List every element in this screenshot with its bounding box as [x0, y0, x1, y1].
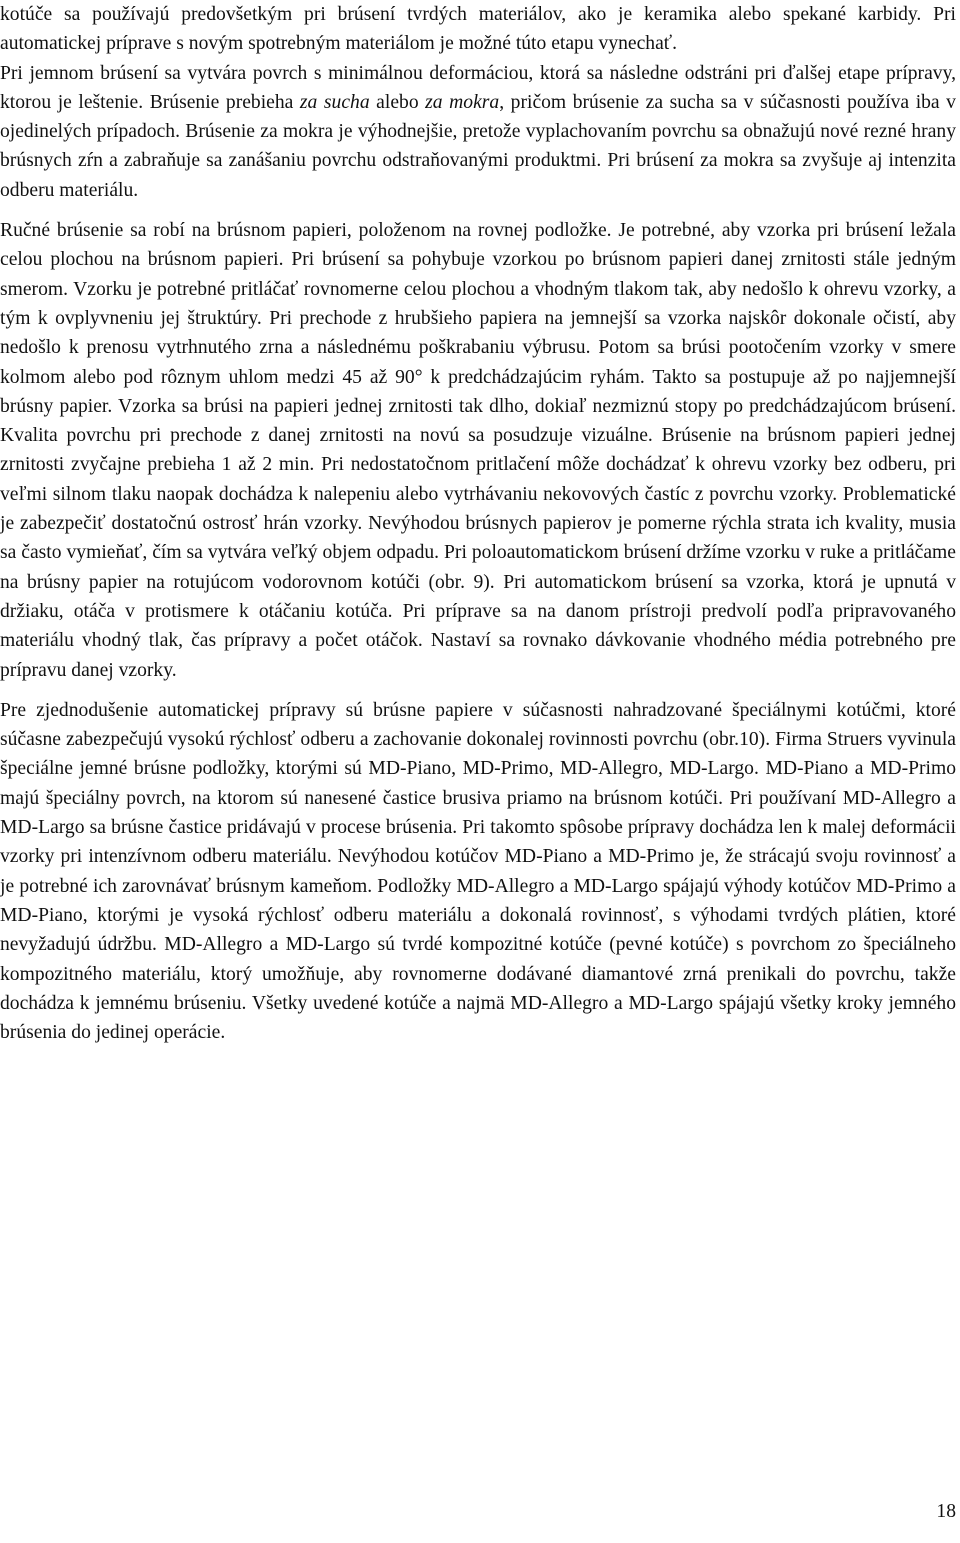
text-segment: Ručné brúsenie sa robí na brúsnom papieri, položenom na rovnej podložke. Je potrebné, aby vzorka pri brúsení ležala celou plochou na brúsnom papieri. Pri brúsení sa pohybuje vzorkou po brúsnom papieri danej zrnitosti stále jedným smerom. Vzorku je potrebné pritláčať rovnomerne celou plochou a vhodným tlakom tak, aby nedošlo k ohrevu vzorky, a tým k ovplyvneniu jej štruktúry. Pri prechode z hrubšieho papiera na jemnejší sa vzorka najskôr dokonale očistí, aby nedošlo k prenosu vytrhnutého zrna a následnému poškrabaniu výbrusu. Potom sa brúsi pootočením vzorky v smere kolmom alebo pod rôznym uhlom medzi 45 až 90° k predchádzajúcim ryhám. Takto sa postupuje až po najjemnejší brúsny papier. Vzorka sa brúsi na papieri jednej zrnitosti tak dlho, dokiaľ nezmiznú stopy po predchádzajúcom brúsení. Kvalita povrchu pri prechode z danej zrnitosti na novú sa posudzuje vizuálne. Brúsenie na brúsnom papieri jednej zrnitosti zvyčajne prebieha 1 až 2 min. Pri nedostatočnom pritlačení môže dochádzať k ohrevu vzorky bez odberu, pri veľmi silnom tlaku naopak dochádza k nalepeniu alebo vytrhávaniu nekovových častíc z povrchu vzorky. Problematické je zabezpečiť dostatočnú ostrosť hrán vzorky. Nevýhodou brúsnych papierov je pomerne rýchla strata ich kvality, musia sa často vymieňať, čím sa vytvára veľký objem odpadu. Pri poloautomatickom brúsení držíme vzorku v ruke a pritláčame na brúsny papier na rotujúcom vodorovnom kotúči (obr. 9). Pri automatickom brúsení sa vzorka, ktorá je upnutá v držiaku, otáča v protismere k otáčaniu kotúča. Pri príprave sa na danom prístroji predvolí podľa pripravovaného materiálu vhodný tlak, čas prípravy a počet otáčok. Nastaví sa rovnako dávkovanie vhodného média potrebného pre prípravu danej vzorky. — [0, 220, 956, 681]
paragraph-3 — [0, 216, 956, 685]
text-segment: alebo — [369, 91, 426, 113]
text-segment: , pričom brúsenie za sucha sa v súčasnosti používa iba v ojedinelých prípadoch. Brúsenie za mokra je výhodnejšie, pretože vyplachovaním povrchu sa obnažujú nové rezné hrany brúsnych zŕn a zabraňuje sa zanášaniu povrchu odstraňovanými produktmi. Pri brúsení za mokra sa zvyšuje aj intenzita odberu materiálu. — [0, 91, 956, 201]
paragraph-4 — [0, 696, 956, 1048]
text-segment: Pri jemnom brúsení sa vytvára povrch s minimálnou deformáciou, ktorá sa následne odstráni pri ďalšej etape prípravy, ktorou je leštenie. Brúsenie prebieha — [0, 62, 956, 113]
text-segment: kotúče sa používajú predovšetkým pri brúsení tvrdých materiálov, ako je keramika alebo spekané karbidy. Pri automatickej príprave s novým spotrebným materiálom je možné túto etapu vynechať. — [0, 4, 956, 55]
emphasis-text: za mokra — [425, 91, 500, 113]
paragraph-1 — [0, 0, 956, 59]
paragraph-2 — [0, 59, 956, 205]
emphasis-text: za sucha — [299, 91, 370, 113]
text-segment: Pre zjednodušenie automatickej prípravy sú brúsne papiere v súčasnosti nahradzované špeciálnymi kotúčmi, ktoré súčasne zabezpečujú vysokú rýchlosť odberu a zachovanie dokonalej rovinnosti povrchu (obr.10). Firma Struers vyvinula špeciálne jemné brúsne podložky, ktorými sú MD-Piano, MD-Primo, MD-Allegro, MD-Largo. MD-Piano a MD-Primo majú špeciálny povrch, na ktorom sú nanesené častice brusiva priamo na brúsnom kotúči. Pri používaní MD-Allegro a MD-Largo sa brúsne častice pridávajú v procese brúsenia. Pri takomto spôsobe prípravy dochádza len k malej deformácii vzorky pri intenzívnom odberu materiálu. Nevýhodou kotúčov MD-Piano a MD-Primo je, že strácajú svoju rovinnosť a je potrebné ich zarovnávať brúsnym kameňom. Podložky MD-Allegro a MD-Largo spájajú výhody kotúčov MD-Primo a MD-Piano, ktorými je vysoká rýchlosť odberu materiálu a dokonalá rovinnosť, s výhodami tvrdých plátien, ktoré nevyžadujú údržbu. MD-Allegro a MD-Largo sú tvrdé kompozitné kotúče (pevné kotúče) s povrchom zo špeciálneho kompozitného materiálu, ktorý umožňuje, aby rovnomerne dodávané diamantové zrná prenikali do povrchu, takže dochádza k jemnému brúseniu. Všetky uvedené kotúče a najmä MD-Allegro a MD-Largo spájajú všetky kroky jemného brúsenia do jedinej operácie. — [0, 699, 956, 1044]
page-number: 18 — [936, 1501, 956, 1522]
